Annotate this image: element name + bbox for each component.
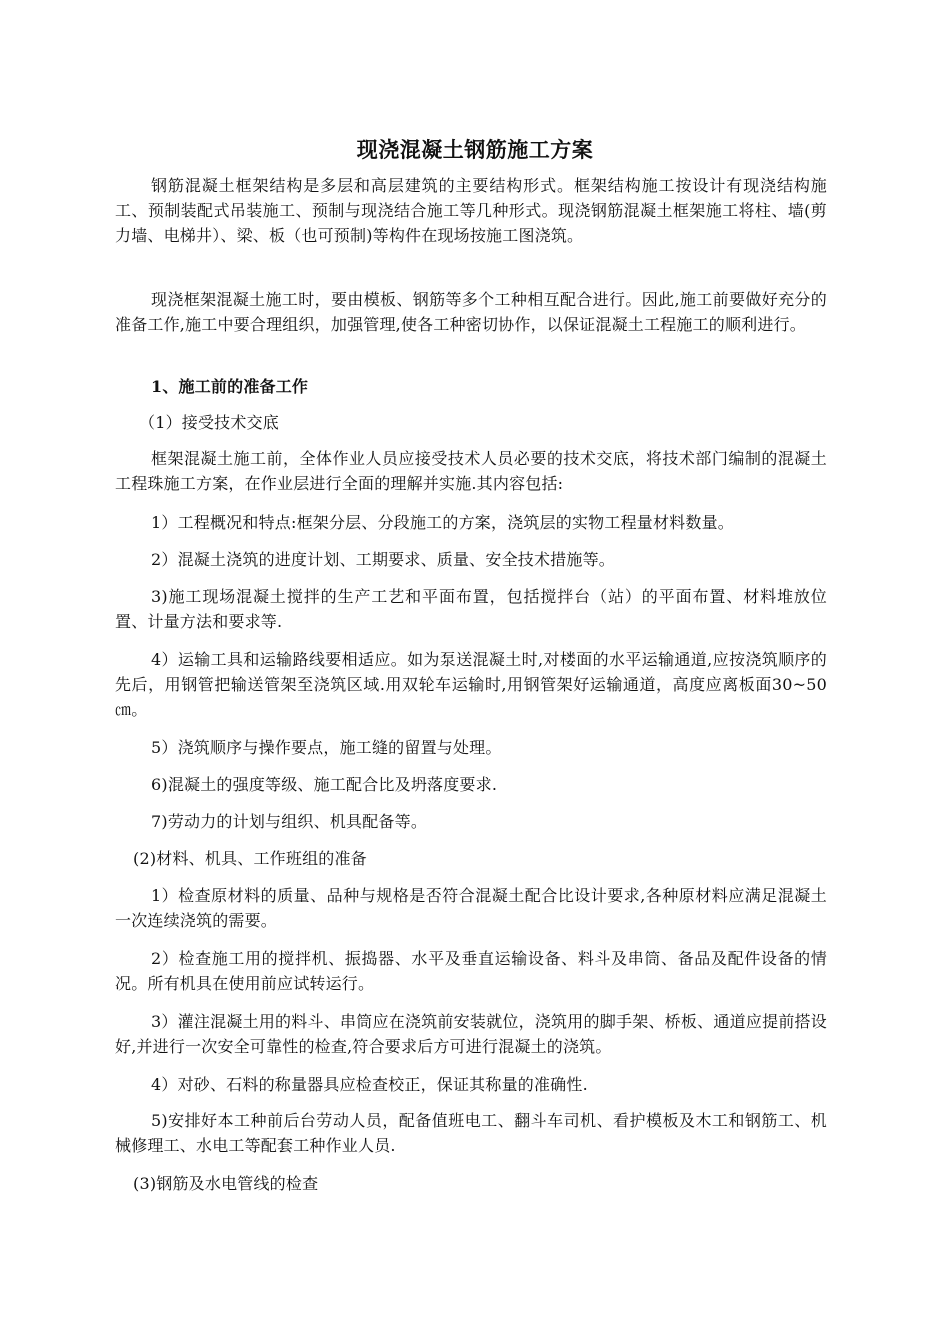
document-body <box>115 287 827 337</box>
document-body <box>115 1009 827 1059</box>
document-body <box>115 446 827 496</box>
document-body <box>115 173 827 248</box>
document-body <box>115 946 827 996</box>
paragraph-coordination: 现浇框架混凝土施工时，要由模板、钢筋等多个工种相互配合进行。因此,施工前要做好充分的准备工作,施工中要合理组织，加强管理,使各工种密切协作，以保证混凝土工程施工的顺利进行。 <box>115 290 827 334</box>
document-body <box>115 1072 827 1097</box>
list-item: 4）对砂、石料的称量器具应检查校正，保证其称量的准确性. <box>151 1075 588 1094</box>
document-body <box>115 1171 827 1196</box>
list-item: 5)安排好本工种前后台劳动人员，配备值班电工、翻斗车司机、看护模板及木工和钢筋工、机械修理工、水电工等配套工种作业人员. <box>115 1111 827 1155</box>
list-item: 1）检查原材料的质量、品种与规格是否符合混凝土配合比设计要求,各种原材料应满足混凝土一次连续浇筑的需要。 <box>115 886 827 930</box>
document-body <box>115 846 827 871</box>
document-body <box>115 809 827 834</box>
list-item: 5）浇筑顺序与操作要点，施工缝的留置与处理。 <box>151 738 502 757</box>
subsection-heading: （1）接受技术交底 <box>139 413 279 432</box>
list-item: 1）工程概况和特点:框架分层、分段施工的方案，浇筑层的实物工程量材料数量。 <box>151 513 734 532</box>
document-body <box>115 772 827 797</box>
document-body <box>115 883 827 933</box>
document-body <box>115 374 827 399</box>
document-body <box>115 410 827 435</box>
paragraph: 框架混凝土施工前，全体作业人员应接受技术人员必要的技术交底，将技术部门编制的混凝土工程珠施工方案，在作业层进行全面的理解并实施.其内容包括: <box>115 449 827 493</box>
list-item: 7)劳动力的计划与组织、机具配备等。 <box>151 812 428 831</box>
document-body <box>115 547 827 572</box>
paragraph-intro: 钢筋混凝土框架结构是多层和高层建筑的主要结构形式。框架结构施工按设计有现浇结构施工、预制装配式吊装施工、预制与现浇结合施工等几种形式。现浇钢筋混凝土框架施工将柱、墙(剪力墙、电梯井）、梁、板（也可预制)等构件在现场按施工图浇筑。 <box>115 176 827 245</box>
list-item: 6)混凝土的强度等级、施工配合比及坍落度要求. <box>151 775 498 794</box>
document-title: 现浇混凝土钢筋施工方案 <box>356 137 594 162</box>
list-item: 4）运输工具和运输路线要相适应。如为泵送混凝土时,对楼面的水平运输通道,应按浇筑顺序的先后，用钢管把输送管架至浇筑区域.用双轮车运输时,用钢管架好运输通道，高度应离板面30~50㎝。 <box>115 650 827 719</box>
section-heading: 1、施工前的准备工作 <box>151 377 309 396</box>
list-item: 3）灌注混凝土用的料斗、串筒应在浇筑前安装就位，浇筑用的脚手架、桥板、通道应提前搭设好,并进行一次安全可靠性的检查,符合要求后方可进行混凝土的浇筑。 <box>115 1012 827 1056</box>
list-item: 3)施工现场混凝土搅拌的生产工艺和平面布置，包括搅拌台（站）的平面布置、材料堆放位置、计量方法和要求等. <box>115 587 827 631</box>
list-item: 2）检查施工用的搅拌机、振捣器、水平及垂直运输设备、料斗及串筒、备品及配件设备的情况。所有机具在使用前应试转运行。 <box>115 949 827 993</box>
subsection-heading: (3)钢筋及水电管线的检查 <box>133 1174 319 1193</box>
subsection-heading: (2)材料、机具、工作班组的准备 <box>133 849 367 868</box>
document-body <box>115 647 827 722</box>
document-body <box>115 1108 827 1158</box>
document-body <box>115 510 827 535</box>
document-body <box>115 735 827 760</box>
list-item: 2）混凝土浇筑的进度计划、工期要求、质量、安全技术措施等。 <box>151 550 615 569</box>
document-body <box>115 584 827 634</box>
